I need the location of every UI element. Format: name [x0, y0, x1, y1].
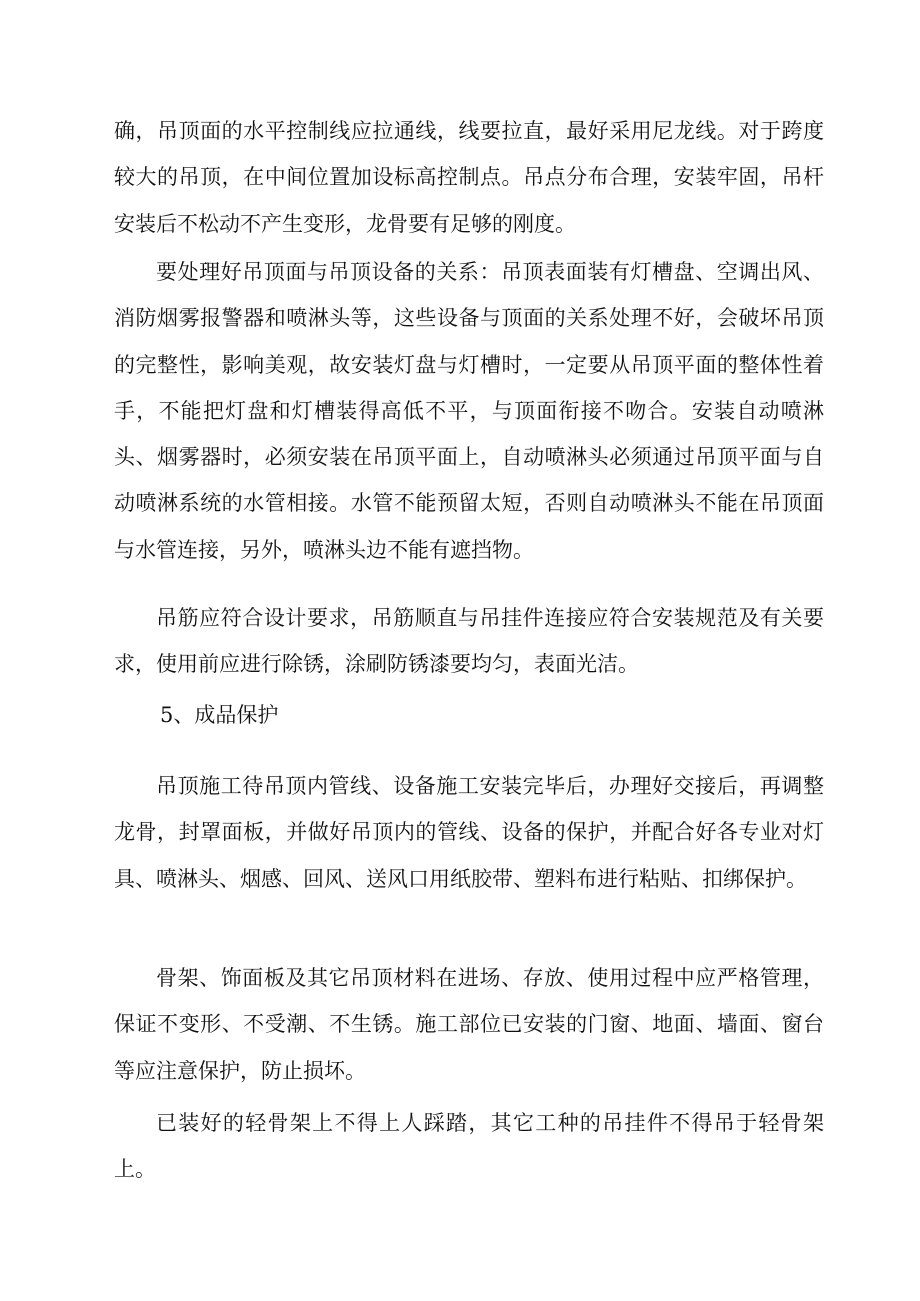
section-heading: 5、成品保护	[160, 703, 279, 727]
paragraph-finished-product-protection: 吊顶施工待吊顶内管线、设备施工安装完毕后，办理好交接后，再调整龙骨，封罩面板，并做好吊顶内的管线、设备的保护，并配合好各专业对灯具、喷淋头、烟感、回风、送风口用纸胶带、塑料布进行粘贴、扣绑保护。	[114, 774, 824, 891]
paragraph-continuation: 确，吊顶面的水平控制线应拉通线，线要拉直，最好采用尼龙线。对于跨度较大的吊顶，在中间位置加设标高控制点。吊点分布合理，安装牢固，吊杆安装后不松动不产生变形，龙骨要有足够的刚度。	[114, 119, 824, 236]
paragraph-ceiling-equipment: 要处理好吊顶面与吊顶设备的关系：吊顶表面装有灯槽盘、空调出风、消防烟雾报警器和喷淋头等，这些设备与顶面的关系处理不好，会破坏吊顶的完整性，影响美观，故安装灯盘与灯槽时，一定要从吊顶平面的整体性着手，不能把灯盘和灯槽装得高低不平，与顶面衔接不吻合。安装自动喷淋头、烟雾器时，必须安装在吊顶平面上，自动喷淋头必须通过吊顶平面与自动喷淋系统的水管相接。水管不能预留太短，否则自动喷淋头不能在吊顶面与水管连接，另外，喷淋头边不能有遮挡物。	[114, 260, 824, 562]
paragraph-hanger-rods: 吊筋应符合设计要求，吊筋顺直与吊挂件连接应符合安装规范及有关要求，使用前应进行除锈，涂刷防锈漆要均匀，表面光洁。	[114, 606, 824, 677]
paragraph-no-stepping: 已装好的轻骨架上不得上人踩踏，其它工种的吊挂件不得吊于轻骨架上。	[114, 1111, 824, 1182]
paragraph-material-storage: 骨架、饰面板及其它吊顶材料在进场、存放、使用过程中应严格管理，保证不变形、不受潮、不生锈。施工部位已安装的门窗、地面、墙面、窗台等应注意保护，防止损坏。	[114, 966, 824, 1083]
